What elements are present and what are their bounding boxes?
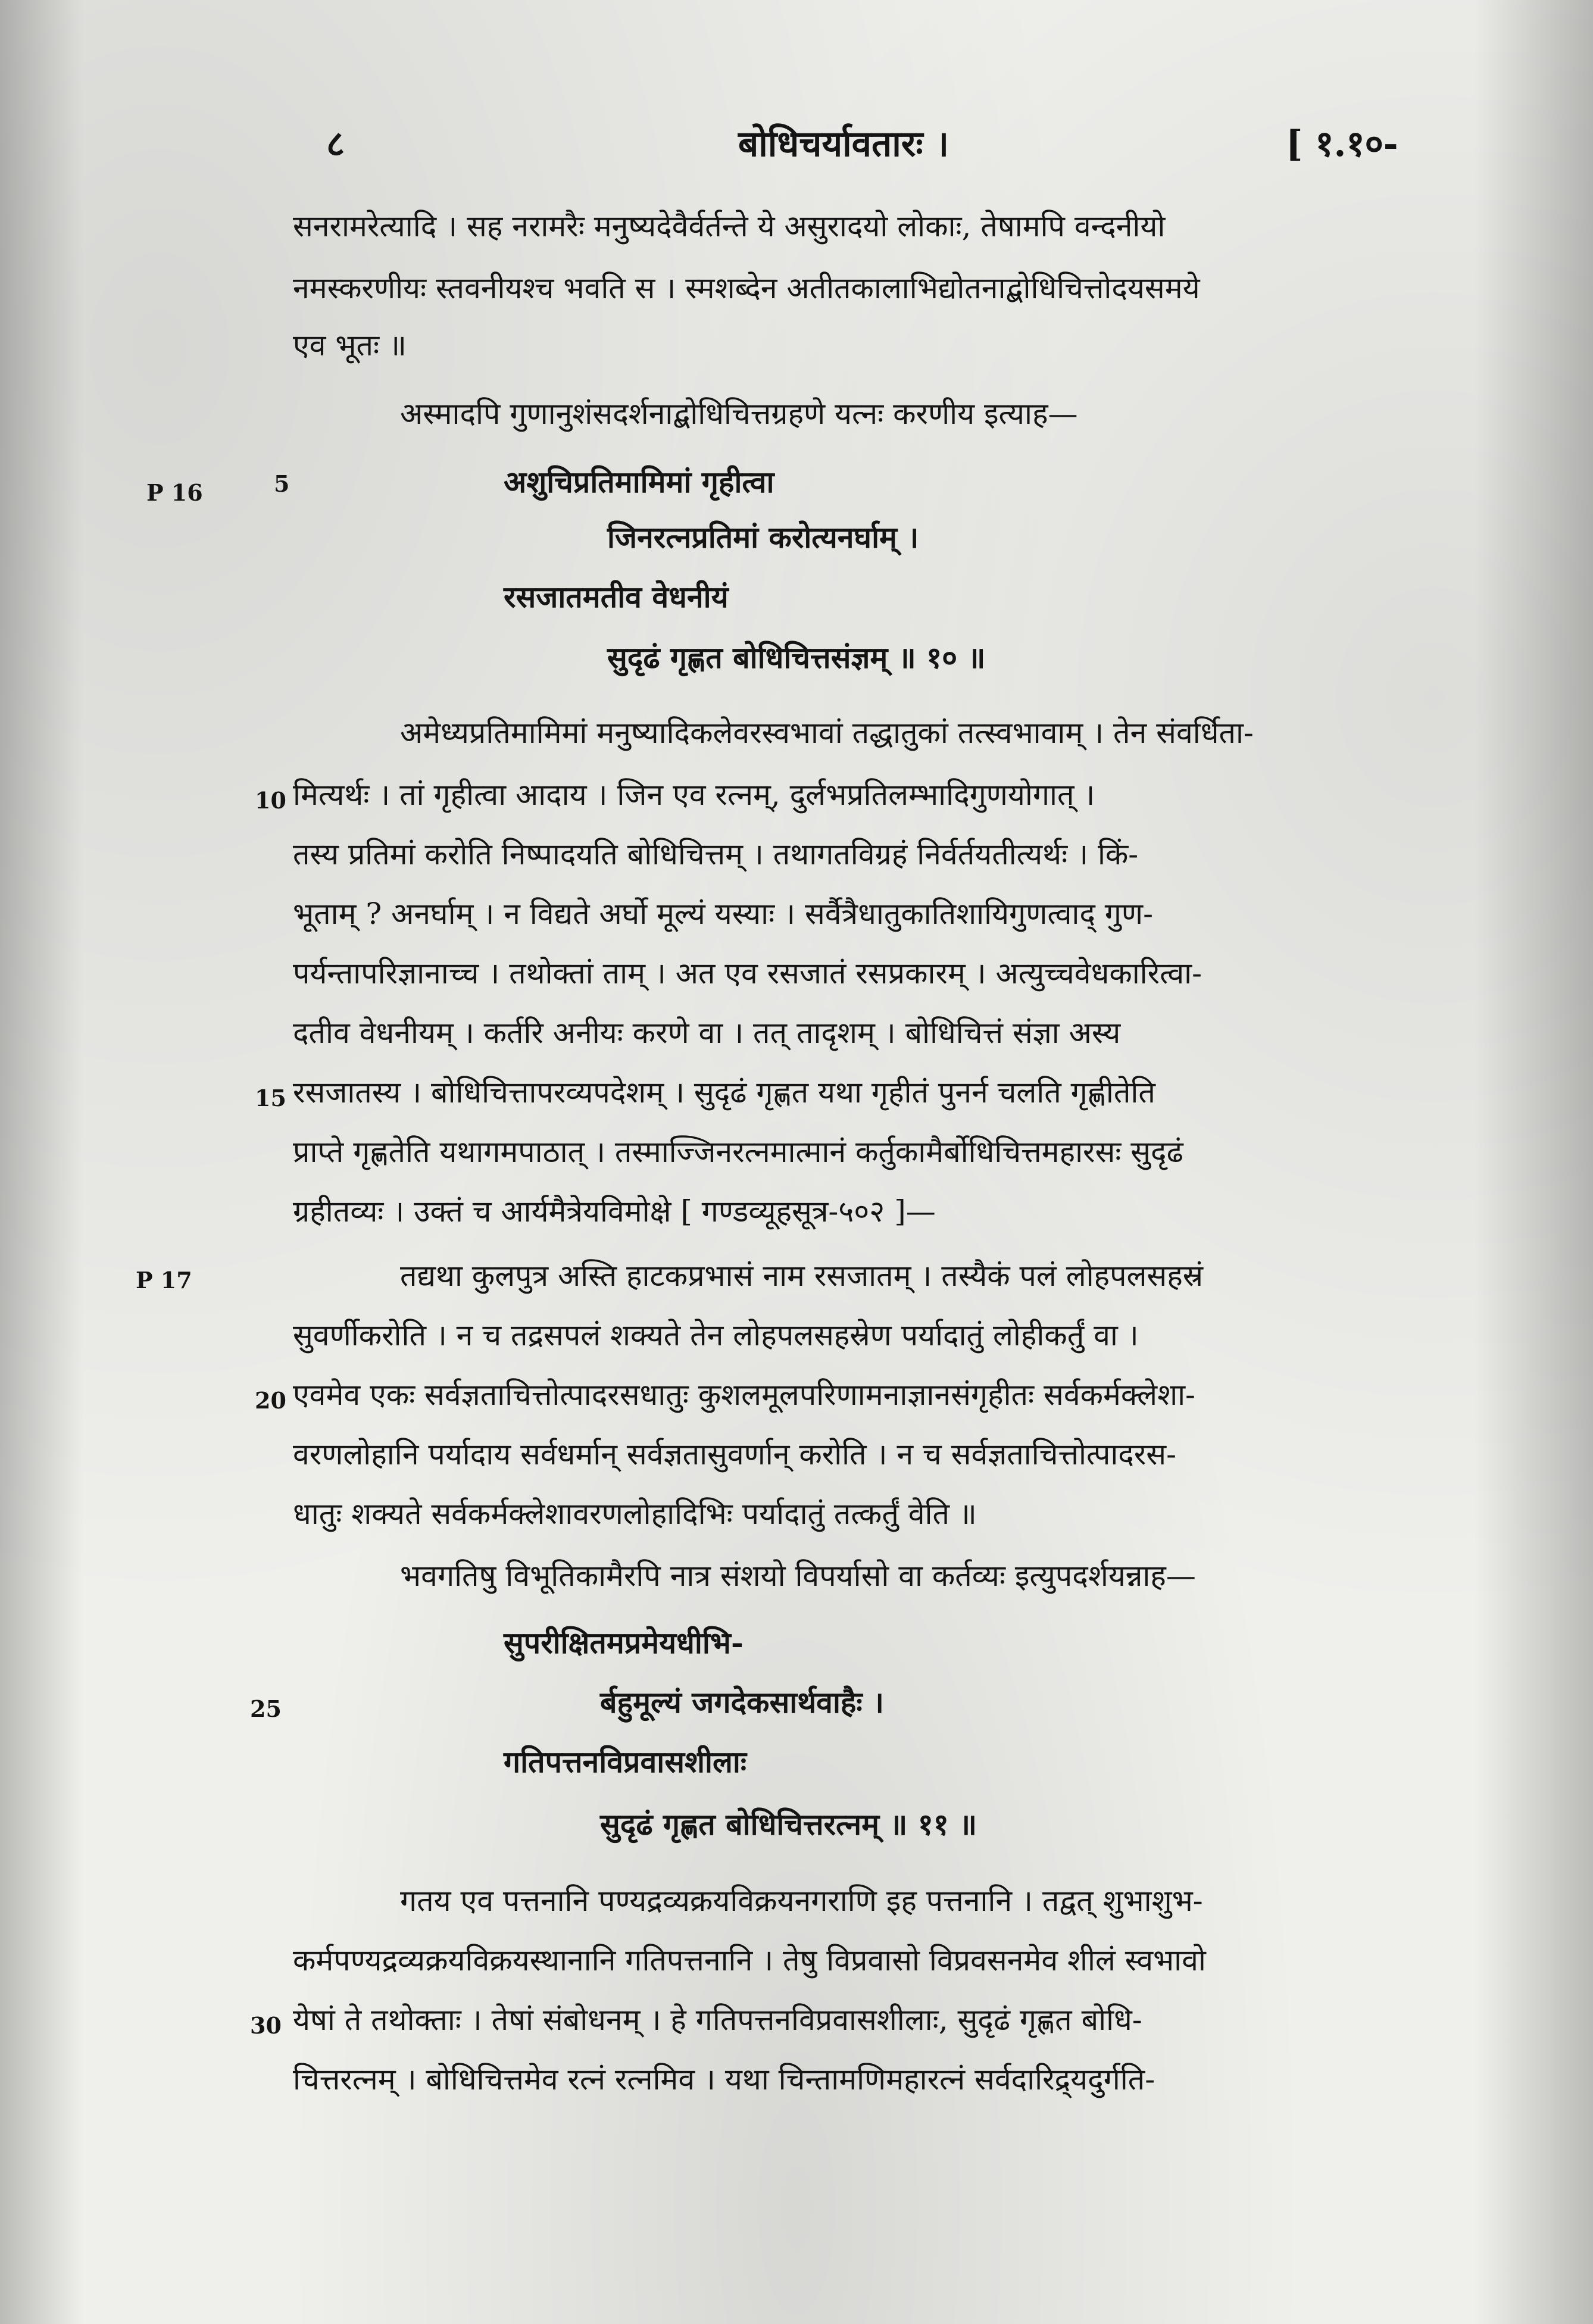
quote-line: सुवर्णीकरोति । न च तद्रसपलं शक्यते तेन लोहपलसहस्रेण पर्यादातुं लोहीकर्तुं वा ।: [293, 1318, 1139, 1352]
quote-line: धातुः शक्यते सर्वकर्मक्लेशावरणलोहादिभिः पर्यादातुं तत्कर्तुं वेति ॥: [293, 1497, 977, 1531]
page-shadow-right: [1474, 0, 1593, 2324]
verse-11-pada-4: सुदृढं गृह्णत बोधिचित्तरत्नम् ॥ ११ ॥: [600, 1807, 977, 1842]
commentary-line: भूताम् ? अनर्घाम् । न विद्यते अर्घो मूल्यं यस्याः । सर्वैत्रैधातुकातिशायिगुणत्वाद् गुण-: [293, 897, 1153, 931]
quote-line: वरणलोहानि पर्यादाय सर्वधर्मान् सर्वज्ञतासुवर्णान् करोति । न च सर्वज्ञताचित्तोत्पादरस-: [293, 1437, 1176, 1472]
section-reference: [ १.१०-: [1286, 123, 1398, 165]
commentary-line: चित्तरत्नम् । बोधिचित्तमेव रत्नं रत्नमिव । यथा चिन्तामणिमहारत्नं सर्वदारिद्र्यदुर्गति-: [293, 2062, 1155, 2097]
commentary-line: ग्रहीतव्यः । उक्तं च आर्यमैत्रेयविमोक्षे [ गण्डव्यूहसूत्र-५०२ ]—: [293, 1194, 936, 1229]
commentary-line: प्राप्ते गृह्णतेति यथागमपाठात् । तस्माज्जिनरत्नमात्मानं कर्तुकामैर्बोधिचित्तमहारसः सुदृढं: [293, 1135, 1183, 1169]
commentary-line: येषां ते तथोक्ताः । तेषां संबोधनम् । हे गतिपत्तनविप्रवासशीलाः, सुदृढं गृह्णत बोधि-: [293, 2003, 1142, 2037]
commentary-line: गतय एव पत्तनानि पण्यद्रव्यक्रयविक्रयनगराणि इह पत्तनानि । तद्वत् शुभाशुभ-: [400, 1883, 1203, 1918]
line-number-20: 20: [255, 1387, 286, 1414]
commentary-line: दतीव वेधनीयम् । कर्तरि अनीयः करणे वा । तत् तादृशम् । बोधिचित्तं संज्ञा अस्य: [293, 1016, 1121, 1050]
running-title: बोधिचर्यावतारः ।: [738, 123, 949, 165]
page-shadow-left: [0, 0, 83, 2324]
verse-intro-line: भवगतिषु विभूतिकामैरपि नात्र संशयो विपर्यासो वा कर्तव्यः इत्युपदर्शयन्नाह—: [400, 1558, 1196, 1593]
line-number-5: 5: [274, 470, 290, 497]
commentary-line: तस्य प्रतिमां करोति निष्पादयति बोधिचित्तम् । तथागतविग्रहं निर्वर्तयतीत्यर्थः । किं-: [293, 837, 1139, 872]
verse-10-pada-4: सुदृढं गृह्णत बोधिचित्तसंज्ञम् ॥ १० ॥: [607, 640, 986, 675]
margin-ref-p16: P 16: [146, 479, 203, 506]
intro-line-2: नमस्करणीयः स्तवनीयश्च भवति स । स्मशब्देन अतीतकालाभिद्योतनाद्बोधिचित्तोदयसमये: [293, 271, 1200, 305]
line-number-10: 10: [255, 787, 286, 814]
commentary-line: पर्यन्तापरिज्ञानाच्च । तथोक्तां ताम् । अत एव रसजातं रसप्रकारम् । अत्युच्चवेधकारित्वा-: [293, 956, 1202, 991]
intro-line-1: सनरामरेत्यादि । सह नरामरैः मनुष्यदेवैर्वर्तन्ते ये असुरादयो लोकाः, तेषामपि वन्दनीयो: [293, 209, 1166, 243]
intro-line-3: एव भूतः ॥: [293, 328, 407, 363]
line-number-25: 25: [250, 1695, 282, 1722]
verse-11-pada-2: र्बहुमूल्यं जगदेकसार्थवाहैः ।: [600, 1685, 884, 1720]
quote-line: एवमेव एकः सर्वज्ञताचित्तोत्पादरसधातुः कुशलमूलपरिणामनाज्ञानसंगृहीतः सर्वकर्मक्लेशा-: [293, 1377, 1195, 1412]
verse-10-pada-2: जिनरत्नप्रतिमां करोत्यनर्घाम् ।: [607, 520, 919, 555]
margin-ref-p17: P 17: [136, 1267, 192, 1294]
line-number-15: 15: [255, 1085, 286, 1111]
page-number: ८: [326, 123, 345, 165]
verse-11-pada-1: सुपरीक्षितमप्रमेयधीभि-: [504, 1625, 744, 1660]
verse-11-pada-3: गतिपत्तनविप्रवासशीलाः: [504, 1744, 746, 1779]
line-number-30: 30: [250, 2012, 282, 2039]
verse-10-pada-3: रसजातमतीव वेधनीयं: [504, 579, 729, 614]
verse-intro-line: अस्मादपि गुणानुशंसदर्शनाद्बोधिचित्तग्रहणे यत्नः करणीय इत्याह—: [400, 396, 1078, 431]
commentary-line: रसजातस्य । बोधिचित्तापरव्यपदेशम् । सुदृढं गृह्णत यथा गृहीतं पुनर्न चलति गृह्णीतेति: [293, 1075, 1155, 1110]
commentary-line: कर्मपण्यद्रव्यक्रयविक्रयस्थानानि गतिपत्तनानि । तेषु विप्रवासो विप्रवसनमेव शीलं स्वभावो: [293, 1943, 1206, 1978]
commentary-line: अमेध्यप्रतिमामिमां मनुष्यादिकलेवरस्वभावां तद्धातुकां तत्स्वभावाम् । तेन संवर्धिता-: [400, 716, 1254, 750]
commentary-line: मित्यर्थः । तां गृहीत्वा आदाय । जिन एव रत्नम्, दुर्लभप्रतिलम्भादिगुणयोगात् ।: [293, 777, 1095, 812]
quote-line: तद्यथा कुलपुत्र अस्ति हाटकप्रभासं नाम रसजातम् । तस्यैकं पलं लोहपलसहस्रं: [400, 1258, 1204, 1293]
verse-10-pada-1: अशुचिप्रतिमामिमां गृहीत्वा: [504, 464, 774, 499]
